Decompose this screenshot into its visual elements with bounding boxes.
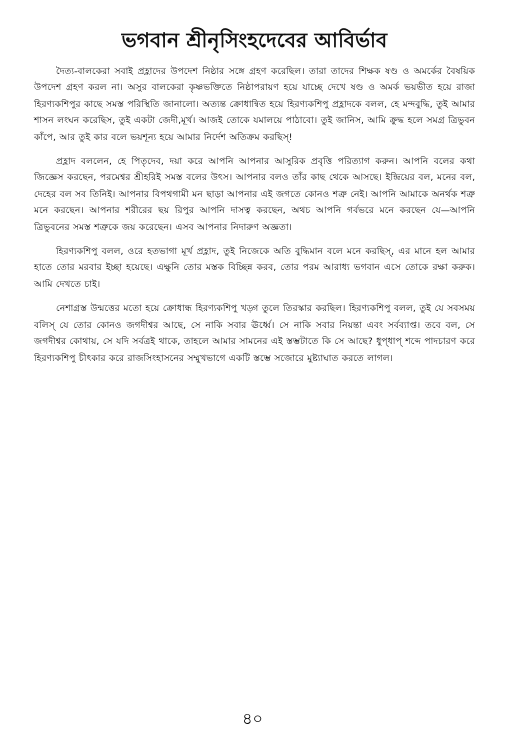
chapter-title: ভগবান শ্রীনৃসিংহদেবের আবির্ভাব bbox=[121, 28, 388, 52]
paragraph-2: প্রহ্লাদ বললেন, হে পিতৃদেব, দয়া করে আপনি আপনার আসুরিক প্রবৃত্তি পরিত্যাগ করুন। আপনি বলের কথা জিজ্ঞেস করছেন, পরমেশ্বর শ্রীহরিই সমস্ত বলের উৎস। আপনার বলও তাঁর কাছ থেকে আসছে। ইন্দ্রিয়ের বল, মনের বল, দেহের বল সব তিনিই। আপনার বিপথগামী মন ছাড়া আপনার এই জগতে কোনও শত্রু নেই। আপনি আমাকে অনর্থক শত্রু মনে করছেন। আপনার শরীরের ছয় রিপুর আপনি দাসত্ব করছেন, অথচ আপনি গর্বভরে মনে করছেন যে—আপনি ত্রিভুবনের সমস্ত শত্রুকে জয় করেছেন। এসব আপনার নিদারুণ অজ্ঞতা। bbox=[34, 156, 475, 233]
page-number: ৪০ bbox=[242, 709, 263, 728]
paragraph-3: হিরণ্যকশিপু বলল, ওরে হতভাগা মূর্খ প্রহ্লাদ, তুই নিজেকে অতি বুদ্ধিমান বলে মনে করছিস্‌, এর মানে হল আমার হাতে তোর মরবার ইচ্ছা হয়েছে। এক্ষুনি তোর মস্তক বিচ্ছিন্ন করব, তোর পরম আরাধ্য ভগবান এসে তোকে রক্ষা করুক। আমি দেখতে চাই। bbox=[34, 246, 475, 290]
paragraph-1: দৈত্য-বালকেরা সবাই প্রহ্লাদের উপদেশ নিষ্ঠার সঙ্গে গ্রহণ করেছিল। তারা তাদের শিক্ষক ষণ্ড ও অমর্কের বৈষয়িক উপদেশ গ্রহণ করল না। অসুর বালকেরা কৃষ্ণভক্তিতে নিষ্ঠাপরায়ণ হয়ে যাচ্ছে দেখে ষণ্ড ও অমর্ক ভয়ভীত হয়ে রাজা হিরণ্যকশিপুর কাছে সমস্ত পরিস্থিতি জানালো। অত্যন্ত ক্রোধান্বিত হয়ে হিরণ্যকশিপু প্রহ্লাদকে বলল, হে মন্দবুদ্ধি, তুই আমার শাসন লংঘন করেছিস, তুই একটা জেদী,মূর্খ। আজই তোকে যমালয়ে পাঠাবো। তুই জানিস, আমি ক্রুদ্ধ হলে সমগ্র ত্রিভুবন কাঁপে, আর তুই কার বলে ভয়শূন্য হয়ে আমার নির্দেশ অতিক্রম করছিস্‌! bbox=[34, 66, 475, 143]
paragraph-4: নেশাগ্রস্ত উন্মত্তের মতো হয়ে ক্রোধান্ধ হিরণ্যকশিপু খড়্গ তুলে তিরস্কার করছিল। হিরণ্যকশিপু বলল, তুই যে সবসময় বলিস্‌ যে তোর কোনও জগদীশ্বর আছে, সে নাকি সবার ঊর্ধ্বে। সে নাকি সবার নিয়ন্তা এবং সর্বব্যাপ্ত। তবে বল, সে জগদীশ্বর কোথায়, সে যদি সর্বত্রই থাকে, তাহলে আমার সামনের এই স্তম্ভটাতে কি সে আছে? ধুপ্‌ধাপ্‌ শব্দে পাদচারণ করে হিরণ্যকশিপু চীৎকার করে রাজসিংহাসনের সম্মুখভাগে একটি স্তম্ভে সজোরে মুষ্ট্যাঘাত করতে লাগল। bbox=[34, 303, 475, 364]
